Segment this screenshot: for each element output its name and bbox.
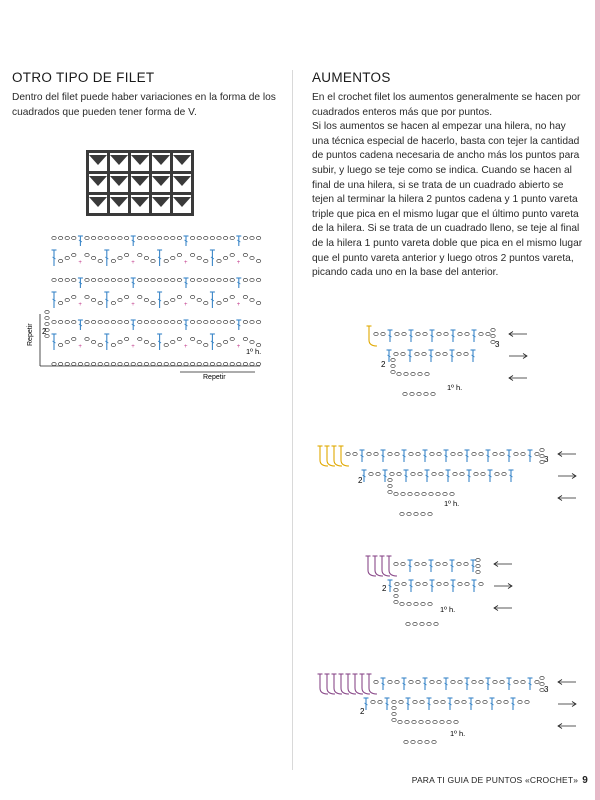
svg-text:+: + [78, 302, 82, 308]
increases-technique-text: Si los aumentos se hacen al empezar una hilera, no hay una técnica especial de hacerlo, basta con tejer la cantidad de puntos cadena necesaria de ancho más los puntos para subir, y luego se teje como se indica. Cuando se hacen al final de una hilera, si se trata de un cuadrado abierto se tejen al terminar la hilera 2 puntos cadena y 1 punto vareta triple que pica en el mismo lugar que el último punto vareta de la hilera. Si se trata de un cuadrado lleno, se teje al final de la hilera 1 punto vareta doble que pica en el mismo lugar que el punto vareta anterior y luego otros 2 puntos vareta, picando cada uno en la base del anterior. [312, 121, 583, 279]
page-edge-stripe [595, 0, 600, 800]
column-divider [292, 70, 293, 770]
inc3-row-2-label: 2 [382, 584, 387, 593]
increase-diagram-4 [312, 668, 587, 758]
row-2-label: 2 [42, 327, 47, 336]
increases-intro-text: En el crochet filet los aumentos generalmente se hacen por cuadrados enteros más que por puntos. [312, 92, 581, 118]
repeat-vertical-label: Repetir [27, 323, 34, 346]
svg-text:+: + [236, 260, 241, 266]
repeat-horizontal-label: Repetir [203, 374, 226, 381]
left-column [12, 70, 277, 120]
svg-text:+: + [78, 344, 82, 350]
svg-text:+: + [184, 302, 188, 308]
inc1-row-2-label: 2 [381, 360, 386, 369]
svg-text:+: + [236, 344, 241, 350]
svg-text:+: + [184, 344, 188, 350]
svg-text:+: + [236, 302, 241, 308]
inc2-row-1-label: 1º h. [444, 499, 460, 508]
row-1-label: 1º h. [246, 347, 262, 356]
svg-text:+: + [131, 302, 135, 308]
left-intro-text: Dentro del filet puede haber variaciones en la forma de los cuadrados que pueden tener forma de V. [12, 92, 276, 118]
footer-title: PARA TI GUIA DE PUNTOS «CROCHET» [411, 775, 579, 785]
right-column [312, 70, 584, 281]
svg-text:+: + [131, 260, 135, 266]
increase-diagram-2 [312, 440, 587, 530]
inc1-row-3-label: 3 [495, 340, 500, 349]
inc2-row-3-label: 3 [544, 455, 549, 464]
inc4-row-3-label: 3 [544, 685, 549, 694]
page-footer [412, 775, 588, 786]
v-filet-stitch-diagram [20, 228, 280, 388]
inc1-row-1-label: 1º h. [447, 383, 463, 392]
increase-diagram-1 [355, 320, 585, 410]
inc4-row-1-label: 1º h. [450, 729, 466, 738]
filet-block-chart [86, 150, 196, 218]
increase-diagram-3 [360, 550, 585, 640]
inc4-row-2-label: 2 [360, 707, 365, 716]
inc3-row-1-label: 1º h. [440, 605, 456, 614]
inc2-row-2-label: 2 [358, 476, 363, 485]
svg-text:+: + [78, 260, 82, 266]
svg-text:+: + [184, 260, 188, 266]
right-section-title: AUMENTOS [312, 70, 391, 85]
page-number: 9 [582, 775, 588, 786]
svg-text:+: + [131, 344, 135, 350]
left-section-title: OTRO TIPO DE FILET [12, 70, 155, 85]
